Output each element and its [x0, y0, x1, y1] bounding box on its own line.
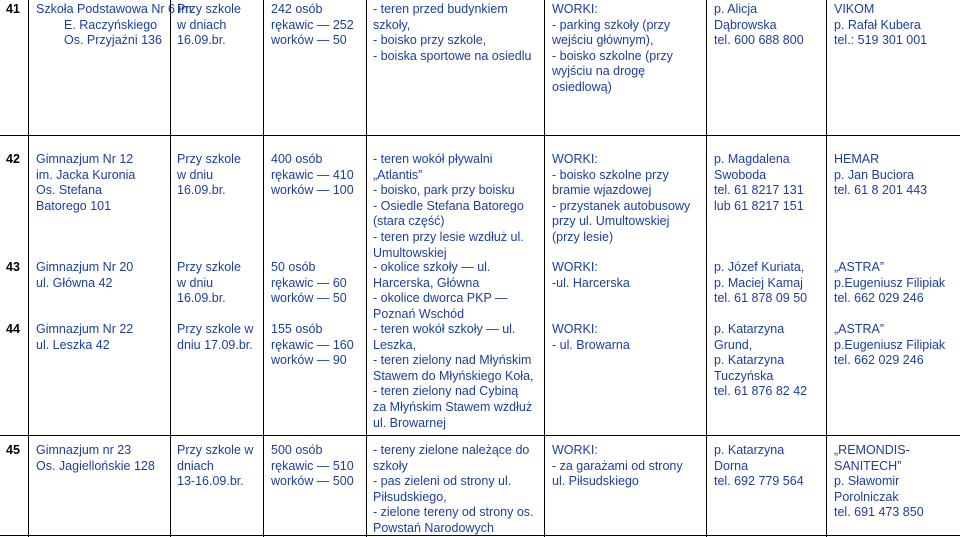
school-line: Gimnazjum nr 23 — [36, 443, 132, 457]
coordinator-line: lub 61 8217 151 — [714, 198, 804, 213]
school-line: E. Raczyńskiego — [64, 17, 158, 32]
school-line: Gimnazjum Nr 12 — [36, 152, 134, 166]
area-line: - teren wokół pływalni — [373, 152, 493, 166]
school-line: Os. Jagiellońskie 128 — [36, 458, 155, 473]
area-line: szkoły, — [373, 17, 411, 32]
place-date — [177, 443, 253, 490]
row-number: 45 — [6, 443, 20, 457]
coordinator-line: Dąbrowska — [714, 17, 777, 32]
count-line: 242 osób — [271, 2, 323, 16]
area-line: - Osiedle Stefana Batorego — [373, 198, 524, 213]
company-line: „REMONDIS- — [834, 443, 910, 457]
area-line: Stawem do Młyńskiego Koła, — [373, 368, 534, 383]
area-line: za Młyńskim Stawem wzdłuż — [373, 399, 533, 414]
bag-line: -ul. Harcerska — [552, 275, 630, 290]
count-line: 500 osób — [271, 443, 323, 457]
area-line: Piłsudskiego, — [373, 489, 447, 504]
row-number: 44 — [6, 322, 20, 336]
school-line: Batorego 101 — [36, 198, 112, 213]
participant-counts — [271, 152, 354, 199]
count-line: rękawic — 252 — [271, 17, 354, 32]
bag-line: - przystanek autobusowy — [552, 198, 691, 213]
cleanup-areas — [373, 322, 534, 431]
participant-counts — [271, 260, 347, 307]
bag-line: wejściu głównym), — [552, 33, 654, 48]
place-date-line: 16.09.br. — [177, 291, 226, 306]
bag-collection — [552, 322, 630, 353]
participant-counts — [271, 2, 354, 49]
coordinator — [714, 260, 807, 307]
coordinator-line: Tuczyńska — [714, 368, 774, 383]
place-date-line: 13-16.09.br. — [177, 474, 244, 489]
place-date — [177, 152, 241, 199]
coordinator — [714, 443, 804, 490]
area-line: Umultowskiej — [373, 245, 447, 260]
waste-company — [834, 260, 945, 307]
place-date — [177, 260, 241, 307]
place-date-line: 16.09.br. — [177, 183, 226, 198]
company-line: tel.: 519 301 001 — [834, 33, 928, 48]
company-line: tel. 61 8 201 443 — [834, 183, 928, 198]
participant-counts — [271, 322, 354, 369]
area-line: - teren zielony nad Młyńskim — [373, 353, 532, 368]
place-date — [177, 2, 241, 49]
place-date-line: w dniach — [177, 17, 227, 32]
coordinator-line: p. Józef Kuriata, — [714, 260, 805, 274]
school-line: Os. Stefana — [36, 183, 103, 198]
bag-line: - boisko szkolne przy — [552, 167, 669, 182]
school-name — [36, 322, 133, 353]
bag-line: (przy lesie) — [552, 229, 614, 244]
place-date-line: w dniu — [177, 275, 214, 290]
place-date-line: Przy szkole — [177, 2, 241, 16]
school-line: Gimnazjum Nr 22 — [36, 322, 134, 336]
school-line: Os. Przyjaźni 136 — [64, 33, 162, 48]
bag-collection — [552, 260, 630, 291]
company-line: VIKOM — [834, 2, 875, 16]
coordinator-line: p. Katarzyna — [714, 322, 785, 336]
bag-line: WORKI: — [552, 152, 598, 166]
school-line: ul. Główna 42 — [36, 275, 113, 290]
school-name — [36, 2, 195, 49]
coordinator — [714, 322, 807, 400]
company-line: p. Jan Buciora — [834, 167, 914, 182]
area-line: szkoły — [373, 458, 408, 473]
area-line: - okolice szkoły — ul. — [373, 260, 491, 274]
area-line: „Atlantis” — [373, 167, 423, 182]
count-line: worków — 50 — [271, 291, 347, 306]
bag-line: WORKI: — [552, 2, 598, 16]
count-line: worków — 50 — [271, 33, 347, 48]
col-divider — [706, 0, 707, 537]
row-number: 43 — [6, 260, 20, 274]
coordinator-line: p. Magdalena — [714, 152, 790, 166]
company-line: HEMAR — [834, 152, 880, 166]
count-line: rękawic — 160 — [271, 337, 354, 352]
count-line: 155 osób — [271, 322, 323, 336]
area-line: Poznań Wschód — [373, 306, 465, 321]
company-line: p. Rafał Kubera — [834, 17, 921, 32]
school-name — [36, 443, 155, 474]
company-line: Porolniczak — [834, 489, 899, 504]
row-number: 42 — [6, 152, 20, 166]
area-line: Powstań Narodowych — [373, 520, 494, 535]
coordinator-line: Dorna — [714, 458, 749, 473]
coordinator-line: tel. 61 878 09 50 — [714, 291, 808, 306]
school-line: ul. Leszka 42 — [36, 337, 110, 352]
count-line: worków — 90 — [271, 353, 347, 368]
place-date-line: Przy szkole w — [177, 443, 254, 457]
coordinator-line: p. Katarzyna — [714, 353, 785, 368]
count-line: rękawic — 510 — [271, 458, 354, 473]
bag-line: przy ul. Umultowskiej — [552, 214, 670, 229]
place-date — [177, 322, 253, 353]
waste-company — [834, 152, 927, 199]
bag-line: - ul. Browarna — [552, 337, 630, 352]
area-line: - okolice dworca PKP — — [373, 291, 508, 306]
company-line: tel. 662 029 246 — [834, 291, 924, 306]
place-date-line: Przy szkole w — [177, 322, 254, 336]
count-line: worków — 500 — [271, 474, 354, 489]
coordinator-line: Swoboda — [714, 167, 767, 182]
bag-line: bramie wjazdowej — [552, 183, 652, 198]
coordinator — [714, 152, 804, 214]
place-date-line: dniach — [177, 458, 214, 473]
bag-collection — [552, 443, 683, 490]
coordinator-line: tel. 600 688 800 — [714, 33, 804, 48]
school-name — [36, 260, 133, 291]
col-divider — [366, 0, 367, 537]
waste-company — [834, 443, 924, 521]
bag-line: WORKI: — [552, 322, 598, 336]
coordinator-line: tel. 61 8217 131 — [714, 183, 804, 198]
bag-line: WORKI: — [552, 443, 598, 457]
coordinator — [714, 2, 804, 49]
company-line: p.Eugeniusz Filipiak — [834, 275, 946, 290]
waste-company — [834, 2, 927, 49]
coordinator-line: p. Katarzyna — [714, 443, 785, 457]
company-line: p. Sławomir — [834, 474, 900, 489]
coordinator-line: p. Alicja — [714, 2, 758, 16]
bag-line: WORKI: — [552, 260, 598, 274]
area-line: - tereny zielone należące do — [373, 443, 530, 457]
company-line: „ASTRA” — [834, 260, 884, 274]
area-line: - teren przed budynkiem — [373, 2, 508, 16]
bag-line: - parking szkoły (przy — [552, 17, 671, 32]
bag-line: ul. Piłsudskiego — [552, 474, 639, 489]
coordinator-line: p. Maciej Kamaj — [714, 275, 803, 290]
waste-company — [834, 322, 945, 369]
area-line: ul. Browarnej — [373, 415, 446, 430]
row-divider-middle — [0, 435, 960, 436]
area-line: (stara część) — [373, 214, 445, 229]
row-number: 41 — [6, 2, 20, 16]
company-line: SANITECH” — [834, 458, 902, 473]
area-line: Leszka, — [373, 337, 417, 352]
school-name — [36, 152, 135, 214]
count-line: 50 osób — [271, 260, 316, 274]
cleanup-areas — [373, 443, 534, 537]
area-line: - teren wokół szkoły — ul. — [373, 322, 516, 336]
col-divider — [170, 0, 171, 537]
place-date-line: dniu 17.09.br. — [177, 337, 253, 352]
place-date-line: Przy szkole — [177, 152, 241, 166]
place-date-line: Przy szkole — [177, 260, 241, 274]
cleanup-areas — [373, 260, 508, 322]
row-divider-top — [0, 135, 960, 136]
col-divider — [544, 0, 545, 537]
company-line: „ASTRA” — [834, 322, 884, 336]
cleanup-areas — [373, 152, 524, 261]
area-line: Harcerska, Główna — [373, 275, 480, 290]
bag-line: osiedlową) — [552, 79, 612, 94]
area-line: - boiska sportowe na osiedlu — [373, 48, 532, 63]
col-divider — [28, 0, 29, 537]
coordinator-line: tel. 61 876 82 42 — [714, 384, 808, 399]
col-divider — [263, 0, 264, 537]
area-line: - zielone tereny od strony os. — [373, 505, 534, 520]
bag-collection — [552, 2, 673, 96]
company-line: tel. 691 473 850 — [834, 505, 924, 520]
count-line: 400 osób — [271, 152, 323, 166]
place-date-line: 16.09.br. — [177, 33, 226, 48]
area-line: - teren przy lesie wzdłuż ul. — [373, 229, 524, 244]
col-divider — [826, 0, 827, 537]
participant-counts — [271, 443, 354, 490]
coordinator-line: tel. 692 779 564 — [714, 474, 804, 489]
coordinator-line: Grund, — [714, 337, 753, 352]
count-line: rękawic — 60 — [271, 275, 347, 290]
count-line: worków — 100 — [271, 183, 354, 198]
school-line: Szkoła Podstawowa Nr 6 im. — [36, 2, 196, 16]
bag-line: - za garażami od strony — [552, 458, 683, 473]
company-line: tel. 662 029 246 — [834, 353, 924, 368]
area-line: - pas zieleni od strony ul. — [373, 474, 512, 489]
company-line: p.Eugeniusz Filipiak — [834, 337, 946, 352]
school-line: im. Jacka Kuronia — [36, 167, 136, 182]
area-line: - teren zielony nad Cybiną — [373, 384, 519, 399]
school-line: Gimnazjum Nr 20 — [36, 260, 134, 274]
bag-collection — [552, 152, 690, 246]
place-date-line: w dniu — [177, 167, 214, 182]
area-line: - boisko, park przy boisku — [373, 183, 515, 198]
bag-line: - boisko szkolne (przy — [552, 48, 673, 63]
cleanup-areas — [373, 2, 531, 64]
area-line: - boisko przy szkole, — [373, 33, 487, 48]
count-line: rękawic — 410 — [271, 167, 354, 182]
bag-line: wyjściu na drogę — [552, 64, 646, 79]
